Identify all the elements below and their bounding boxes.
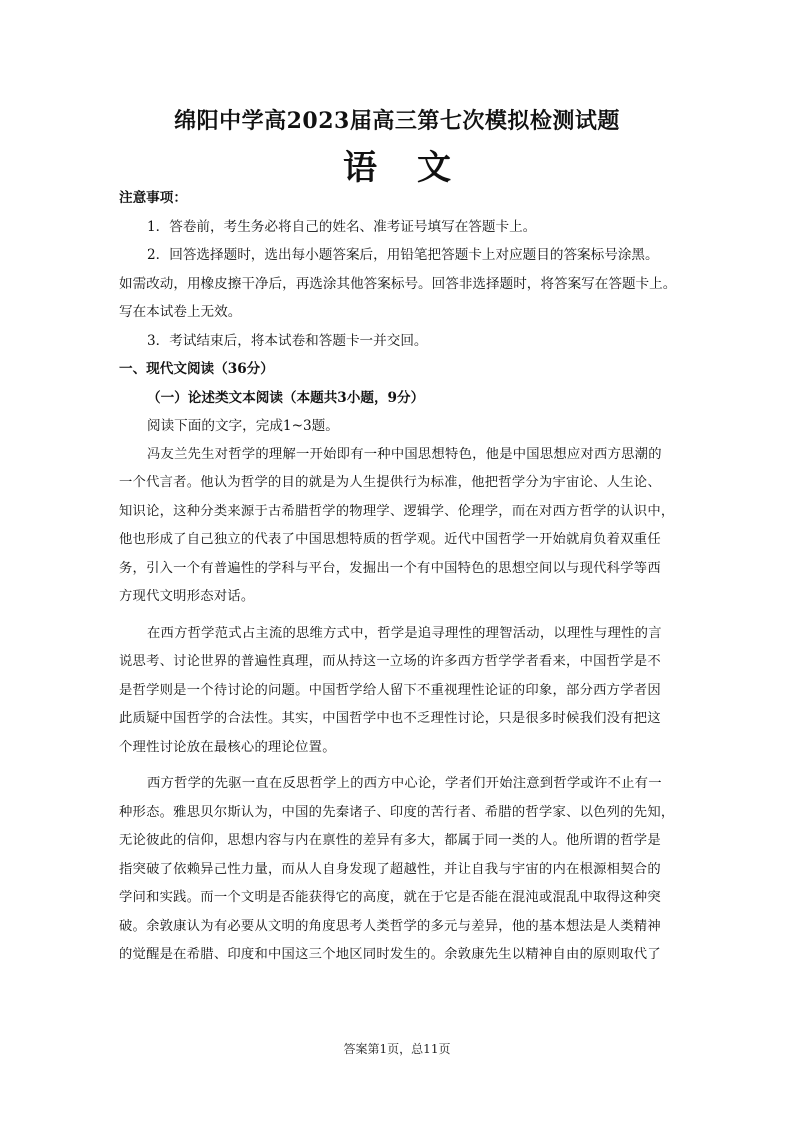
passage-line: 他也形成了自己独立的代表了中国思想特质的哲学观。近代中国哲学一开始就肩负着双重任 — [119, 532, 661, 547]
subject-title: 语文 — [343, 148, 491, 188]
note-line: 3．考试结束后，将本试卷和答题卡一并交回。 — [147, 332, 428, 349]
note-line: 2．回答选择题时，选出每小题答案后，用铅笔把答题卡上对应题目的答案标号涂黑。 — [147, 247, 659, 263]
passage-line: 此质疑中国哲学的合法性。其实，中国哲学中也不乏理性讨论，只是很多时候我们没有把这 — [119, 711, 661, 726]
passage-paragraph-1 — [119, 441, 679, 612]
passage-line: 指突破了依赖异己性力量，而从人自身发现了超越性，并让自我与宇宙的内在根源相契合的 — [119, 861, 661, 877]
exam-title: 绵阳中学高2023届高三第七次模拟检测试题 — [174, 108, 620, 134]
note-line: 写在本试卷上无效。 — [119, 304, 242, 320]
passage-line: 知识论，这种分类来源于古希腊哲学的物理学、逻辑学、伦理学，而在对西方哲学的认识中， — [119, 503, 675, 519]
passage-line: 无论彼此的信仰，思想内容与内在禀性的差异有多大，都属于同一类的人。他所谓的哲学是 — [119, 833, 661, 848]
passage-line: 在西方哲学范式占主流的思维方式中，哲学是追寻理性的理智活动，以理性与理性的言 — [147, 625, 662, 641]
passage-line: 破。余敦康认为有必要从文明的角度思考人类哲学的多元与差异，他的基本想法是人类精神 — [119, 918, 661, 934]
passage-line: 种形态。雅思贝尔斯认为，中国的先秦诸子、印度的苦行者、希腊的哲学家、以色列的先知， — [119, 804, 675, 820]
notes-heading: 注意事项： — [119, 190, 187, 206]
page-footer: 答案第1页，总11页 — [343, 1042, 451, 1056]
passage-paragraph-2 — [119, 620, 679, 763]
passage-line: 西方哲学的先驱一直在反思哲学上的西方中心论，学者们开始注意到哲学或许不止有一 — [147, 776, 662, 791]
passage-line: 是哲学则是一个待讨论的问题。中国哲学给人留下不重视理性论证的印象，部分西方学者因 — [119, 682, 661, 698]
reading-instruction: 阅读下面的文字，完成1~3题。 — [147, 418, 339, 434]
passage-line: 一个代言者。他认为哲学的目的就是为人生提供行为标准，他把哲学分为宇宙论、人生论、 — [119, 475, 661, 490]
passage-line: 说思考、讨论世界的普遍性真理，而从持这一立场的许多西方哲学学者看来，中国哲学是不 — [119, 654, 661, 669]
passage-line: 务，引入一个有普遍性的学科与平台，发掘出一个有中国特色的思想空间以与现代科学等西 — [119, 560, 661, 576]
passage-line: 个理性讨论放在最核心的理论位置。 — [119, 739, 336, 755]
passage-line: 学问和实践。而一个文明是否能获得它的高度，就在于它是否能在混沌或混乱中取得这种突 — [119, 890, 661, 905]
document-body — [119, 184, 679, 970]
section-subheading: （一）论述类文本阅读（本题共3小题，9分） — [147, 389, 425, 406]
note-line: 如需改动，用橡皮擦干净后，再选涂其他答案标号。回答非选择题时，将答案写在答题卡上。 — [119, 275, 677, 292]
passage-line: 冯友兰先生对哲学的理解一开始即有一种中国思想特色，他是中国思想应对西方思潮的 — [147, 446, 662, 462]
passage-paragraph-3 — [119, 770, 679, 970]
note-line: 1．答卷前，考生务必将自己的姓名、准考证号填写在答题卡上。 — [147, 218, 537, 235]
passage-line: 的觉醒是在希腊、印度和中国这三个地区同时发生的。余敦康先生以精神自由的原则取代了 — [119, 947, 661, 962]
section-heading: 一、现代文阅读（36分） — [119, 361, 274, 377]
passage-line: 方现代文明形态对话。 — [119, 589, 255, 604]
